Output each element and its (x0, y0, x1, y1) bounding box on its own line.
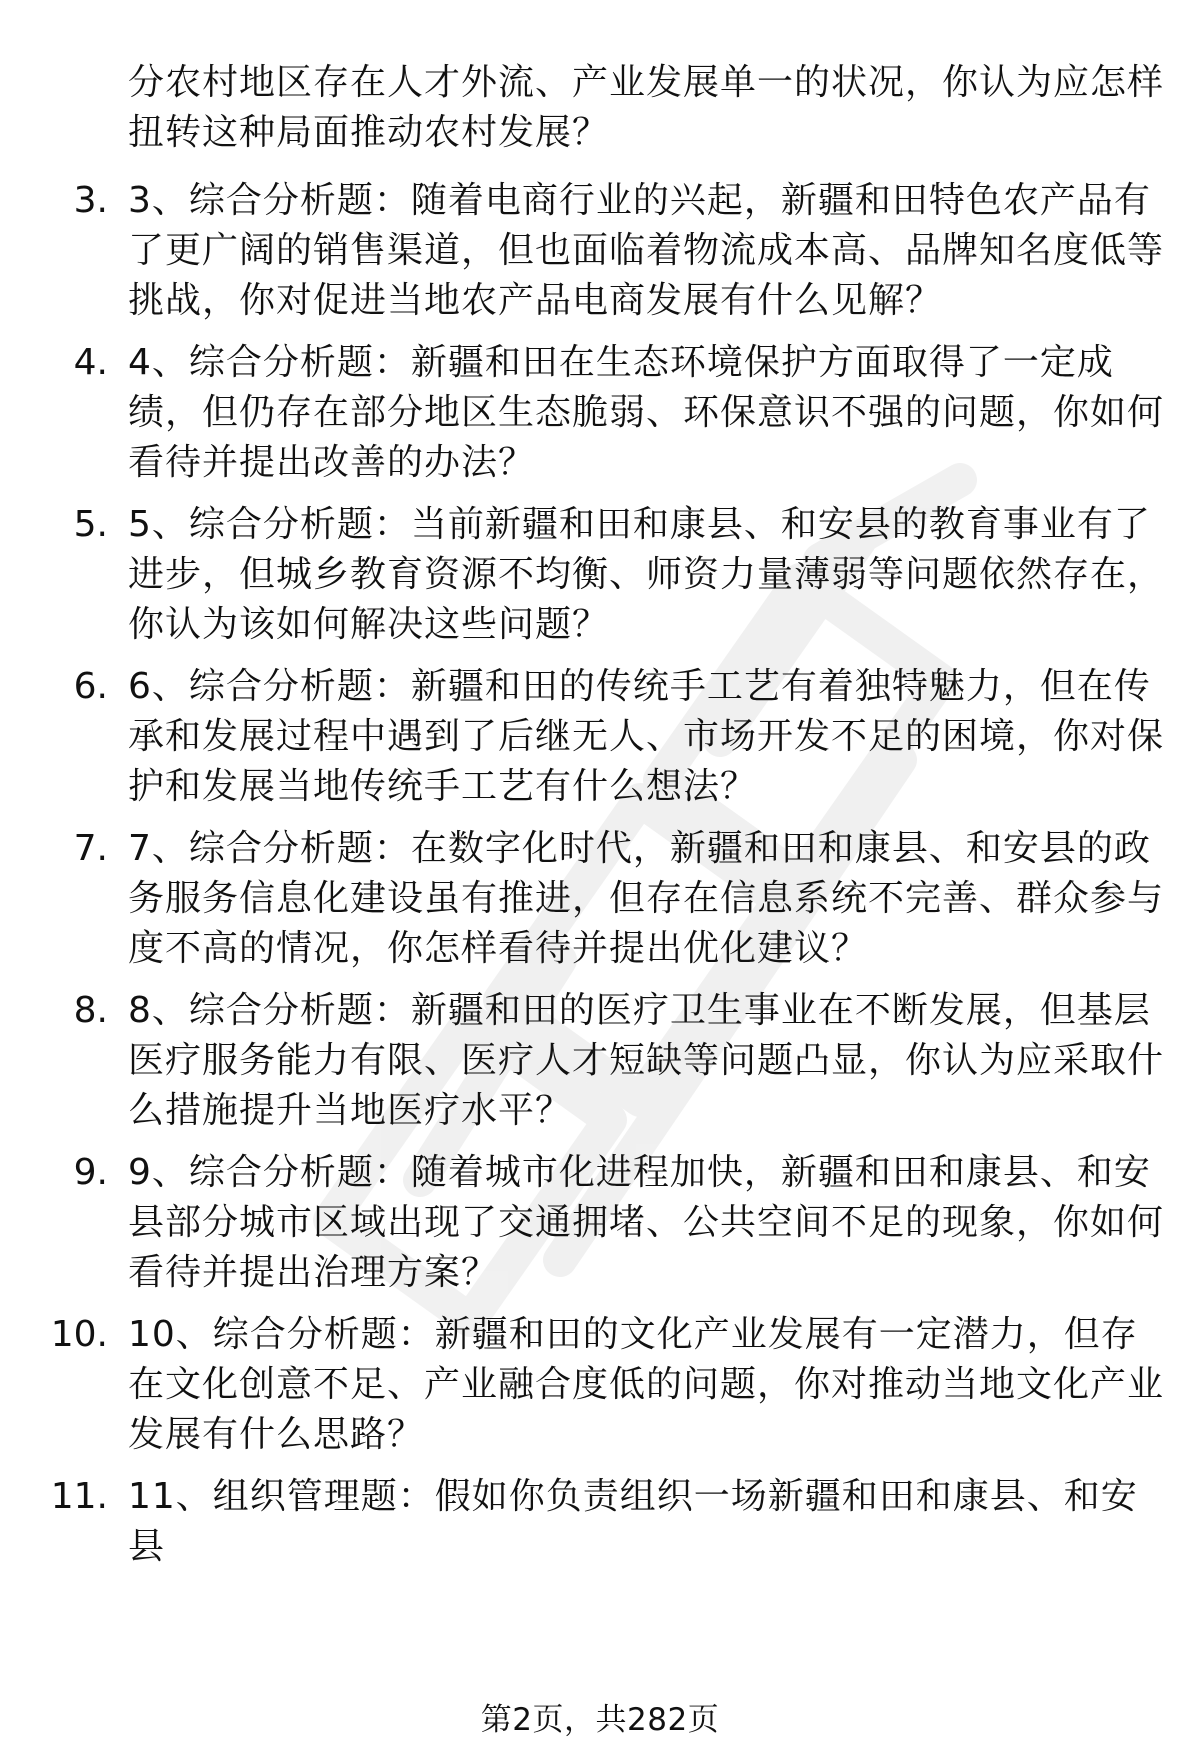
question-number: 5. (73, 504, 108, 545)
question-text: 5、综合分析题：当前新疆和田和康县、和安县的教育事业有了进步，但城乡教育资源不均衡、师资力量薄弱等问题依然存在，你认为该如何解决这些问题？ (128, 504, 1165, 645)
question-text: 11、组织管理题：假如你负责组织一场新疆和田和康县、和安县 (128, 1476, 1138, 1567)
continuation-paragraph: 分农村地区存在人才外流、产业发展单一的状况，你认为应怎样扭转这种局面推动农村发展？ (128, 62, 1165, 153)
question-text: 4、综合分析题：新疆和田在生态环境保护方面取得了一定成绩，但仍存在部分地区生态脆弱、环保意识不强的问题，你如何看待并提出改善的办法？ (128, 342, 1165, 483)
question-number: 6. (73, 666, 108, 707)
question-text: 8、综合分析题：新疆和田的医疗卫生事业在不断发展，但基层医疗服务能力有限、医疗人才短缺等问题凸显，你认为应采取什么措施提升当地医疗水平？ (128, 990, 1165, 1131)
question-number: 8. (73, 990, 108, 1031)
question-text: 6、综合分析题：新疆和田的传统手工艺有着独特魅力，但在传承和发展过程中遇到了后继无人、市场开发不足的困境，你对保护和发展当地传统手工艺有什么想法？ (128, 666, 1165, 807)
question-number: 3. (73, 180, 108, 221)
question-text: 7、综合分析题：在数字化时代，新疆和田和康县、和安县的政务服务信息化建设虽有推进，但存在信息系统不完善、群众参与度不高的情况，你怎样看待并提出优化建议？ (128, 828, 1165, 969)
question-number: 10. (50, 1314, 108, 1355)
question-text: 9、综合分析题：随着城市化进程加快，新疆和田和康县、和安县部分城市区域出现了交通拥堵、公共空间不足的现象，你如何看待并提出治理方案？ (128, 1152, 1165, 1293)
question-number: 9. (73, 1152, 108, 1193)
page-footer: 第2页，共282页 (480, 1702, 720, 1738)
question-text: 10、综合分析题：新疆和田的文化产业发展有一定潜力，但存在文化创意不足、产业融合度低的问题，你对推动当地文化产业发展有什么思路？ (128, 1314, 1165, 1455)
question-number: 7. (73, 828, 108, 869)
question-number: 11. (50, 1476, 108, 1517)
question-text: 3、综合分析题：随着电商行业的兴起，新疆和田特色农产品有了更广阔的销售渠道，但也面临着物流成本高、品牌知名度低等挑战，你对促进当地农产品电商发展有什么见解？ (128, 180, 1165, 321)
question-number: 4. (73, 342, 108, 383)
